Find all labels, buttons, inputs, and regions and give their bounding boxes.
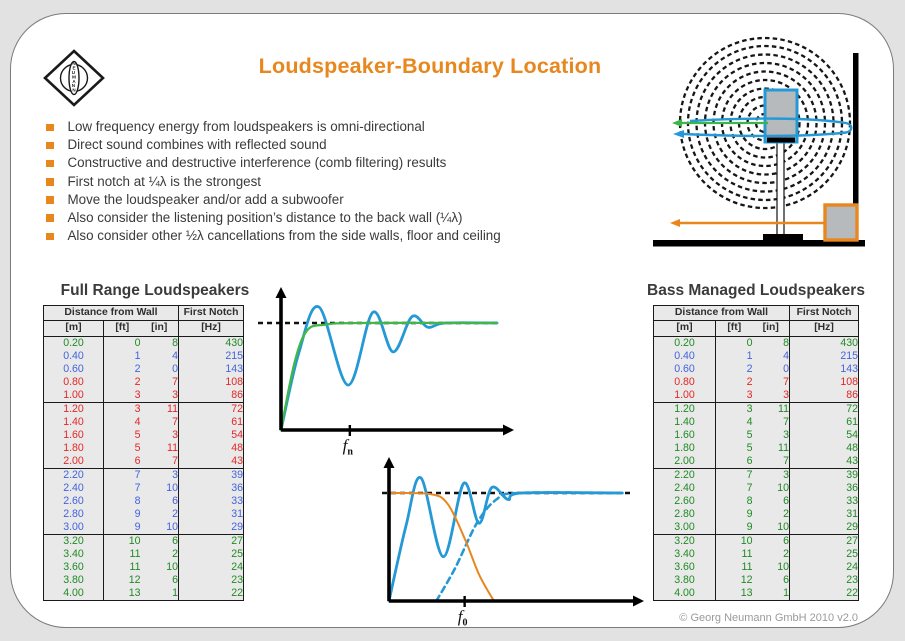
bullet-item xyxy=(46,119,606,137)
table-row: 0.60 2 0 143 xyxy=(654,363,859,376)
bullet-square-icon xyxy=(46,124,54,132)
wall-reflection-path xyxy=(673,119,851,138)
bullet-item xyxy=(46,137,606,155)
bullet-text: First notch at ¼λ is the strongest xyxy=(67,173,262,189)
bullet-square-icon xyxy=(46,160,54,168)
bass-managed-table-title: Bass Managed Loudspeakers xyxy=(647,282,865,299)
table-row: 2.40 7 10 36 xyxy=(44,482,244,495)
loudspeaker-near-wall-diagram xyxy=(650,20,878,252)
header-first-notch: First Notch xyxy=(790,306,859,321)
x-tick-label: $f_n$ xyxy=(342,436,353,458)
table-row: 2.80 9 2 31 xyxy=(44,508,244,521)
neumann-logo xyxy=(43,49,105,107)
table-row: 3.00 9 10 29 xyxy=(44,521,244,535)
table-row: 1.20 3 11 72 xyxy=(654,402,859,416)
table-row: 0.20 0 8 430 xyxy=(44,336,244,350)
bass-managed-table xyxy=(653,305,859,601)
column-header: [in] xyxy=(141,321,179,336)
table-row: 2.00 6 7 43 xyxy=(44,455,244,469)
table-row: 2.20 7 3 39 xyxy=(44,468,244,482)
bullet-item xyxy=(46,210,606,228)
column-header: [Hz] xyxy=(790,321,859,336)
table-row: 1.80 5 11 48 xyxy=(44,442,244,455)
subwoofer-lowpass-response-curve xyxy=(389,493,494,601)
table-row: 3.00 9 10 29 xyxy=(654,521,859,535)
subwoofer-placement-arrow xyxy=(670,219,826,227)
table-row: 4.00 13 1 22 xyxy=(654,587,859,601)
bullet-square-icon xyxy=(46,233,54,241)
table-row: 1.40 4 7 61 xyxy=(44,416,244,429)
bullet-square-icon xyxy=(46,214,54,222)
bullet-item xyxy=(46,155,606,173)
table-row: 3.40 11 2 25 xyxy=(654,548,859,561)
header-distance-from-wall: Distance from Wall xyxy=(654,306,790,321)
bullet-square-icon xyxy=(46,196,54,204)
axes xyxy=(276,287,515,436)
boundary-interference-response-curve xyxy=(389,477,622,601)
header-first-notch: First Notch xyxy=(179,306,244,321)
table-row: 2.00 6 7 43 xyxy=(654,455,859,469)
table-row: 1.00 3 3 86 xyxy=(44,389,244,403)
page-title: Loudspeaker-Boundary Location xyxy=(258,54,602,78)
bullet-list xyxy=(46,119,606,246)
table-row: 1.60 5 3 54 xyxy=(44,429,244,442)
bullet-item xyxy=(46,228,606,246)
table-row: 3.80 12 6 23 xyxy=(654,574,859,587)
table-row: 2.60 8 6 33 xyxy=(44,495,244,508)
x-tick-label: $f_0$ xyxy=(457,607,468,629)
table-row: 3.80 12 6 23 xyxy=(44,574,244,587)
bullet-text: Low frequency energy from loudspeakers is omni-directional xyxy=(67,119,425,134)
table-row: 3.40 11 2 25 xyxy=(44,548,244,561)
table-row: 3.20 10 6 27 xyxy=(654,534,859,548)
table-row: 3.60 11 10 24 xyxy=(654,561,859,574)
bullet-item xyxy=(46,192,606,210)
table-row: 2.40 7 10 36 xyxy=(654,482,859,495)
column-header: [ft] xyxy=(104,321,141,336)
bullet-text: Direct sound combines with reflected sound xyxy=(67,137,327,153)
table-row: 1.00 3 3 86 xyxy=(654,389,859,403)
table-row: 0.80 2 7 108 xyxy=(44,376,244,389)
column-header: [in] xyxy=(753,321,790,336)
full-range-response-chart xyxy=(258,286,520,464)
distance-first-notch-table xyxy=(653,305,859,601)
table-row: 2.60 8 6 33 xyxy=(654,495,859,508)
table-row: 1.20 3 11 72 xyxy=(44,402,244,416)
curves-layer xyxy=(281,306,497,430)
bullet-text: Also consider the listening position’s distance to the back wall (¼λ) xyxy=(67,209,463,225)
column-header: [Hz] xyxy=(179,321,244,336)
table-row: 0.20 0 8 430 xyxy=(654,336,859,350)
table-row: 3.60 11 10 24 xyxy=(44,561,244,574)
table-row: 0.40 1 4 215 xyxy=(44,350,244,363)
bullet-text: Constructive and destructive interference (comb filtering) results xyxy=(67,155,447,171)
table-row: 0.60 2 0 143 xyxy=(44,363,244,376)
full-range-table xyxy=(43,305,244,601)
table-row: 1.40 4 7 61 xyxy=(654,416,859,429)
header-distance-from-wall: Distance from Wall xyxy=(44,306,179,321)
bass-managed-response-chart xyxy=(375,452,655,634)
table-row: 2.80 9 2 31 xyxy=(654,508,859,521)
copyright-text: © Georg Neumann GmbH 2010 v2.0 xyxy=(679,612,858,624)
bullet-text: Also consider other ½λ cancellations from the side walls, floor and ceiling xyxy=(67,228,501,244)
table-row: 1.80 5 11 48 xyxy=(654,442,859,455)
column-header: [ft] xyxy=(716,321,753,336)
column-header: [m] xyxy=(654,321,716,336)
subwoofer xyxy=(825,205,857,240)
curves-layer xyxy=(389,477,622,601)
bullet-item xyxy=(46,174,606,192)
distance-first-notch-table xyxy=(43,305,244,601)
bullet-square-icon xyxy=(46,142,54,150)
table-row: 0.40 1 4 215 xyxy=(654,350,859,363)
table-row: 2.20 7 3 39 xyxy=(654,468,859,482)
bullet-text: Move the loudspeaker and/or add a subwoofer xyxy=(67,191,344,207)
smooth-anechoic-response-curve xyxy=(281,323,497,430)
column-header: [m] xyxy=(44,321,104,336)
loudspeaker-highpass-response-curve xyxy=(436,493,622,601)
full-range-table-title: Full Range Loudspeakers xyxy=(60,282,250,299)
table-row: 3.20 10 6 27 xyxy=(44,534,244,548)
bullet-square-icon xyxy=(46,178,54,186)
table-row: 4.00 13 1 22 xyxy=(44,587,244,601)
logo-text: N E U M A N N xyxy=(71,61,76,93)
table-row: 1.60 5 3 54 xyxy=(654,429,859,442)
table-row: 0.80 2 7 108 xyxy=(654,376,859,389)
